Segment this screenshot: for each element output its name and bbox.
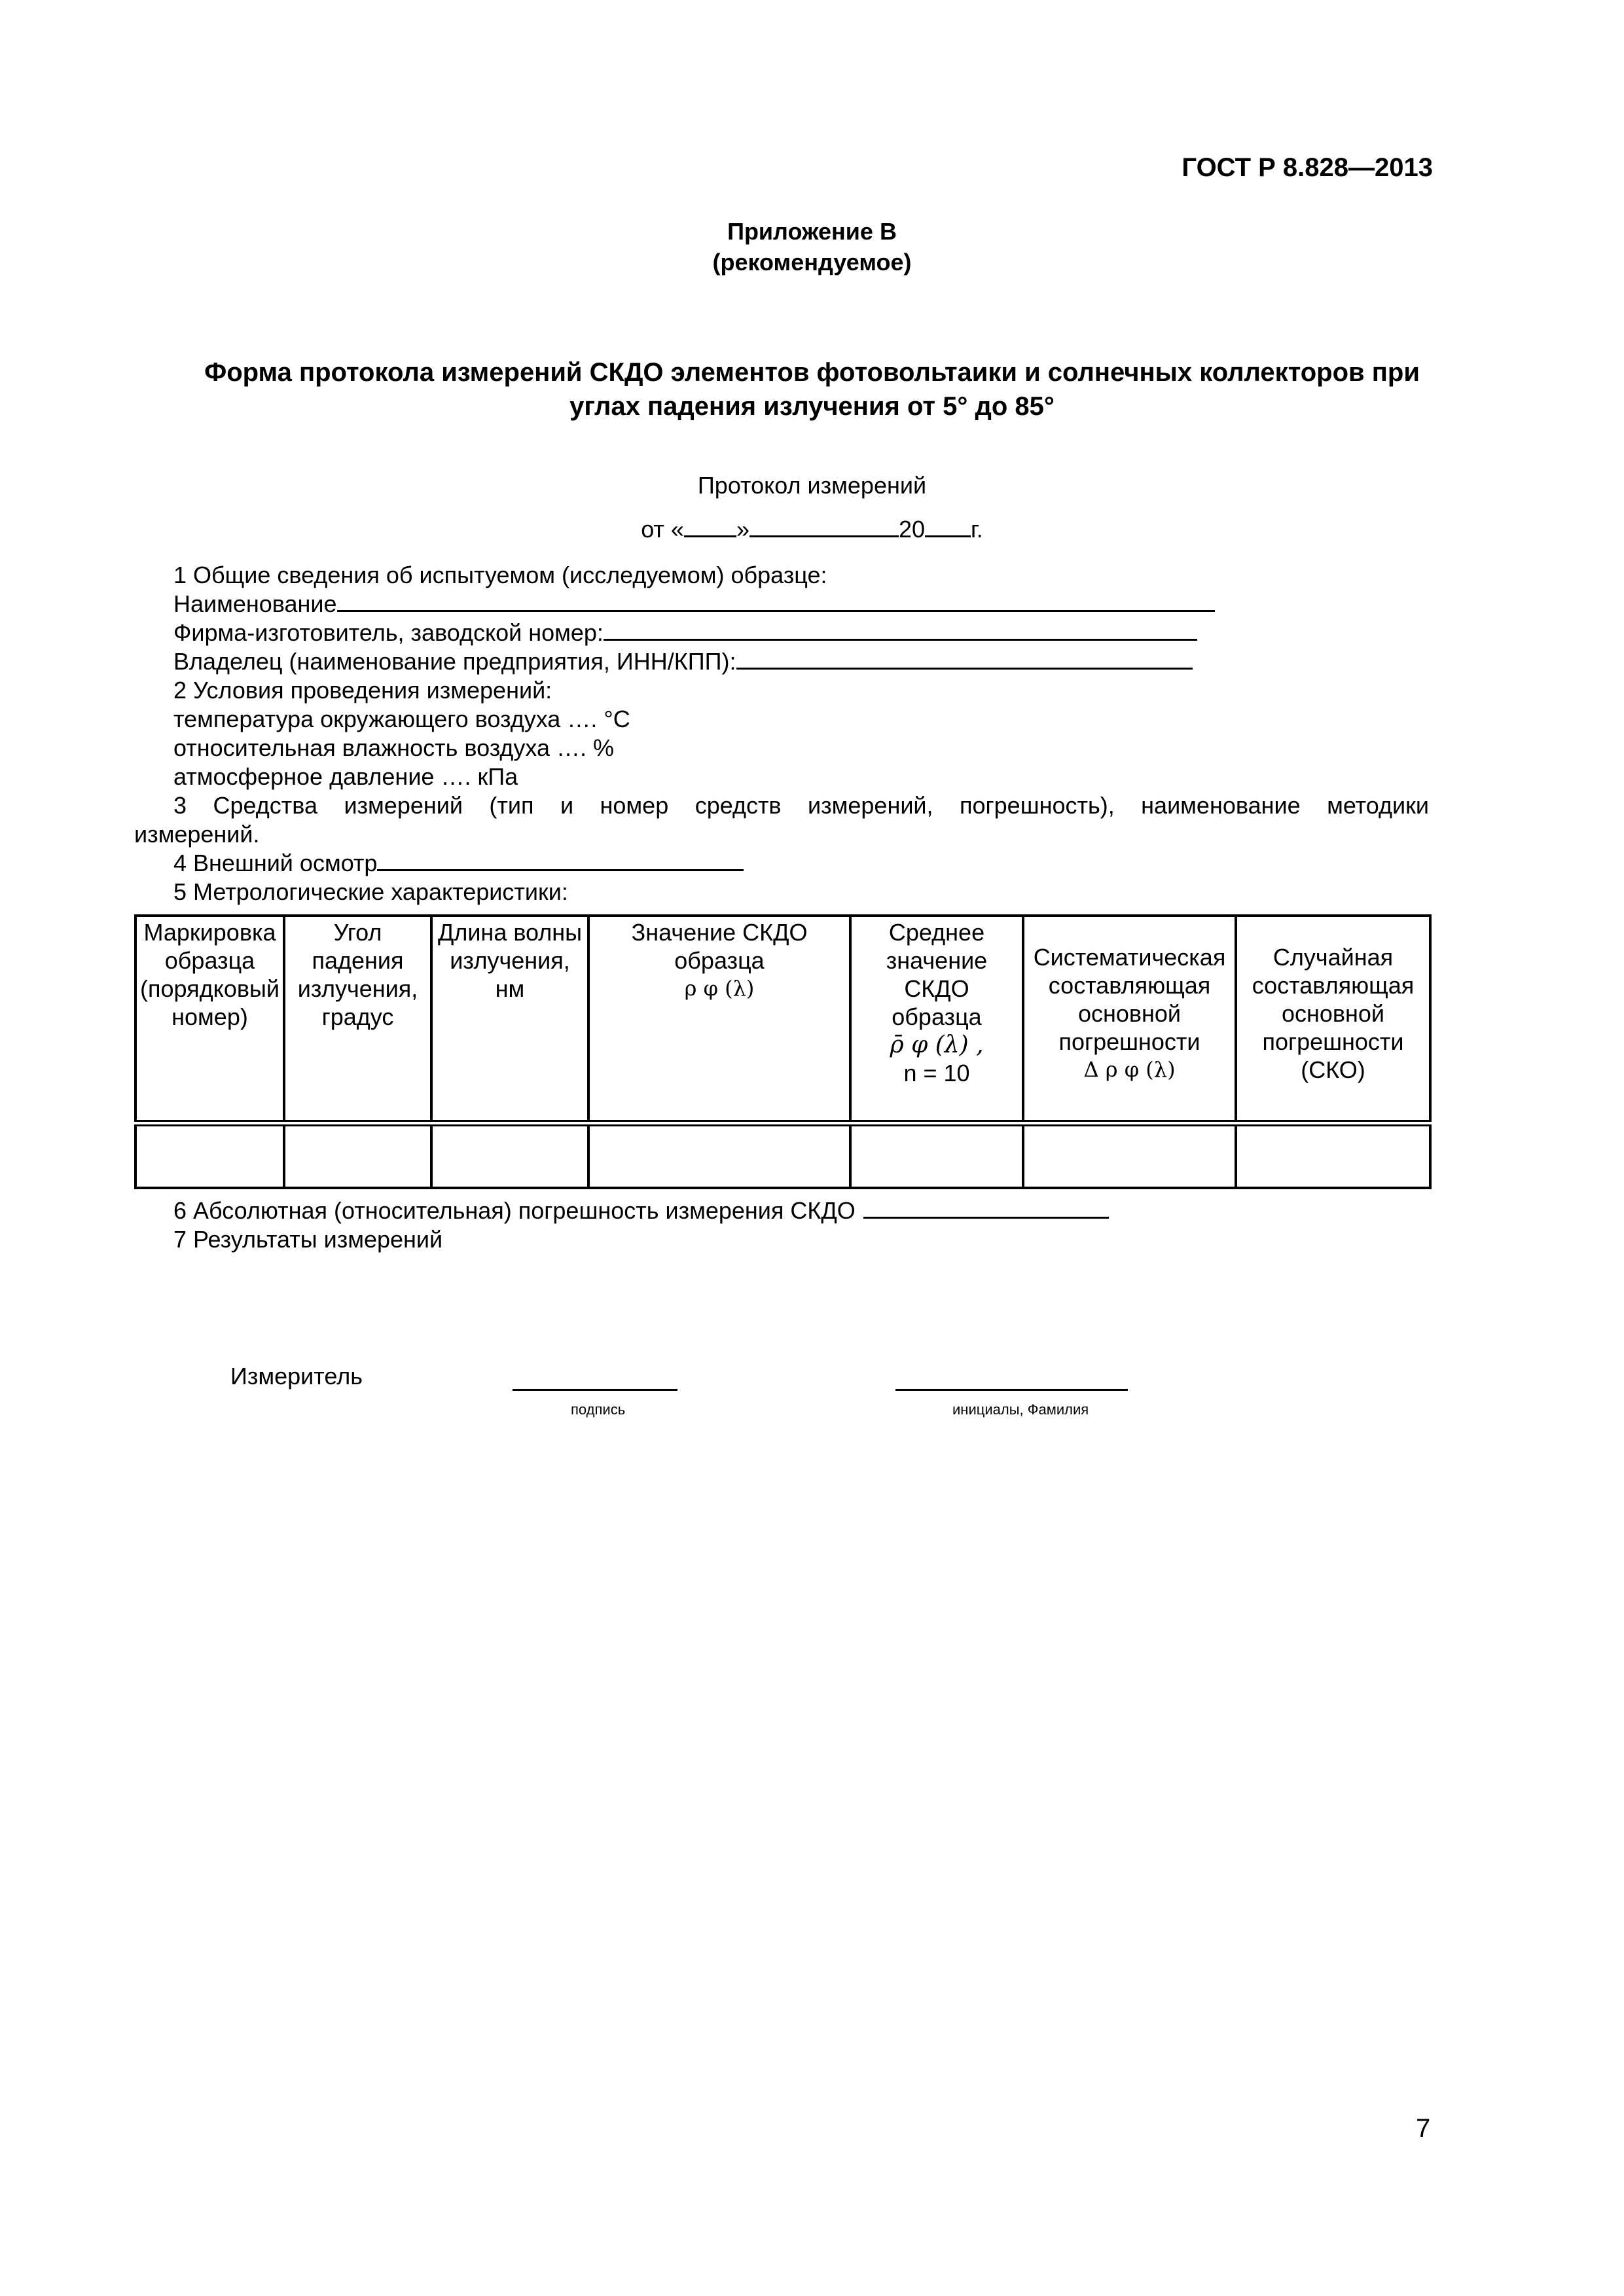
section2-heading: 2 Условия проведения измерений: — [173, 677, 552, 704]
form-title-line1: Форма протокола измерений СКДО элементов фотовольтаики и солнечных коллекторов при — [204, 358, 1420, 387]
table-cell[interactable] — [284, 1123, 431, 1188]
section3-word: и — [560, 792, 574, 819]
date-suffix: г. — [971, 516, 983, 543]
appendix-status: (рекомендуемое) — [712, 249, 912, 276]
section5-heading: 5 Метрологические характеристики: — [173, 878, 568, 905]
header-text: погрешности — [1058, 1028, 1200, 1055]
name-field — [173, 590, 1215, 618]
section3-word: средств — [695, 792, 782, 819]
header-text: Среднее — [888, 919, 985, 946]
appendix-title: Приложение В — [727, 218, 897, 245]
section3-word: измерений — [344, 792, 463, 819]
header-systematic — [1023, 916, 1236, 1123]
header-text: излучения, — [297, 975, 418, 1002]
year-blank[interactable] — [925, 516, 971, 537]
header-text: СКДО — [904, 975, 969, 1002]
header-text: Угол — [333, 919, 382, 946]
section3-word: Средства — [213, 792, 317, 819]
temperature-line: температура окружающего воздуха …. °С — [173, 706, 630, 732]
rho-phi-lambda-symbol: ρ φ (λ) — [684, 976, 755, 1001]
form-title — [0, 355, 1624, 423]
table-header-row — [135, 916, 1430, 1123]
mean-rho-symbol: ρ̄ φ (λ) , — [890, 1031, 984, 1058]
inspection-blank[interactable] — [377, 850, 744, 871]
header-random — [1236, 916, 1430, 1123]
section3-word: измерений, — [808, 792, 933, 819]
maker-label: Фирма-изготовитель, заводской номер: — [173, 619, 604, 646]
appendix-heading — [0, 216, 1624, 278]
maker-field — [173, 619, 1197, 647]
section1-heading: 1 Общие сведения об испытуемом (исследуемом) образце: — [173, 562, 827, 588]
section3-word: методики — [1327, 792, 1429, 819]
section3-word: 3 — [173, 792, 187, 819]
header-text: Систематическая — [1033, 944, 1226, 971]
header-marking — [135, 916, 284, 1123]
header-text: нм — [495, 975, 525, 1002]
name-caption: инициалы, Фамилия — [952, 1401, 1089, 1418]
section3-word: погрешность), — [960, 792, 1115, 819]
date-prefix: от « — [641, 516, 684, 543]
header-text: составляющая — [1048, 972, 1211, 999]
name-line[interactable] — [895, 1389, 1128, 1391]
header-text: основной — [1077, 1000, 1182, 1027]
header-angle — [284, 916, 431, 1123]
table-cell[interactable] — [588, 1123, 850, 1188]
inspection-label: 4 Внешний осмотр — [173, 850, 378, 876]
protocol-title: Протокол измерений — [697, 472, 927, 499]
header-text: образца — [164, 947, 255, 974]
delta-rho-symbol: Δ ρ φ (λ) — [1083, 1057, 1176, 1082]
date-mid: » — [736, 516, 749, 543]
metrology-table — [134, 914, 1432, 1189]
header-text: Значение СКДО — [631, 919, 808, 946]
header-text: основной — [1281, 1000, 1385, 1027]
header-text: значение — [886, 947, 988, 974]
header-text: номер) — [171, 1003, 248, 1030]
month-blank[interactable] — [749, 516, 899, 537]
header-wavelength — [431, 916, 588, 1123]
error-blank[interactable] — [863, 1197, 1109, 1219]
table-cell[interactable] — [1023, 1123, 1236, 1188]
header-text: образца — [674, 947, 765, 974]
header-text: Маркировка — [143, 919, 276, 946]
pressure-line: атмосферное давление …. кПа — [173, 763, 518, 790]
header-text: падения — [312, 947, 404, 974]
owner-blank[interactable] — [736, 648, 1193, 670]
humidity-line: относительная влажность воздуха …. % — [173, 734, 615, 761]
section3-word: (тип — [489, 792, 534, 819]
header-text: (СКО) — [1301, 1056, 1365, 1083]
header-text: образца — [892, 1003, 982, 1030]
header-value — [588, 916, 850, 1123]
table-cell[interactable] — [850, 1123, 1023, 1188]
error-field — [173, 1197, 1109, 1225]
error-label: 6 Абсолютная (относительная) погрешность измерения СКДО — [173, 1197, 856, 1224]
section3-word: номер — [600, 792, 669, 819]
date-year: 20 — [898, 516, 926, 543]
day-blank[interactable] — [684, 516, 736, 537]
maker-blank[interactable] — [604, 619, 1197, 641]
page-number: 7 — [1416, 2114, 1431, 2143]
form-title-line2: углах падения излучения от 5° до 85° — [569, 392, 1055, 421]
name-label: Наименование — [173, 590, 337, 617]
signature-line[interactable] — [513, 1389, 677, 1391]
owner-field — [173, 648, 1193, 675]
signature-caption: подпись — [571, 1401, 626, 1418]
table-cell[interactable] — [431, 1123, 588, 1188]
section3-continuation: измерений. — [134, 821, 260, 848]
name-blank[interactable] — [337, 590, 1215, 612]
header-text: (порядковый — [140, 975, 280, 1002]
header-text: составляющая — [1252, 972, 1415, 999]
sample-count: n = 10 — [903, 1060, 970, 1086]
header-mean — [850, 916, 1023, 1123]
header-text: градус — [321, 1003, 394, 1030]
measurer-label: Измеритель — [230, 1363, 363, 1390]
header-text: Длина волны — [437, 919, 583, 946]
standard-number: ГОСТ Р 8.828—2013 — [1182, 153, 1433, 182]
table-cell[interactable] — [135, 1123, 284, 1188]
owner-label: Владелец (наименование предприятия, ИНН/КПП): — [173, 648, 736, 675]
section3-word: наименование — [1141, 792, 1301, 819]
header-text: погрешности — [1262, 1028, 1404, 1055]
section3-line — [173, 792, 1429, 819]
table-cell[interactable] — [1236, 1123, 1430, 1188]
header-text: Случайная — [1272, 944, 1394, 971]
inspection-field — [173, 850, 744, 877]
header-text: излучения, — [450, 947, 570, 974]
results-label: 7 Результаты измерений — [173, 1226, 443, 1253]
table-row — [135, 1123, 1430, 1188]
protocol-date — [0, 516, 1624, 543]
